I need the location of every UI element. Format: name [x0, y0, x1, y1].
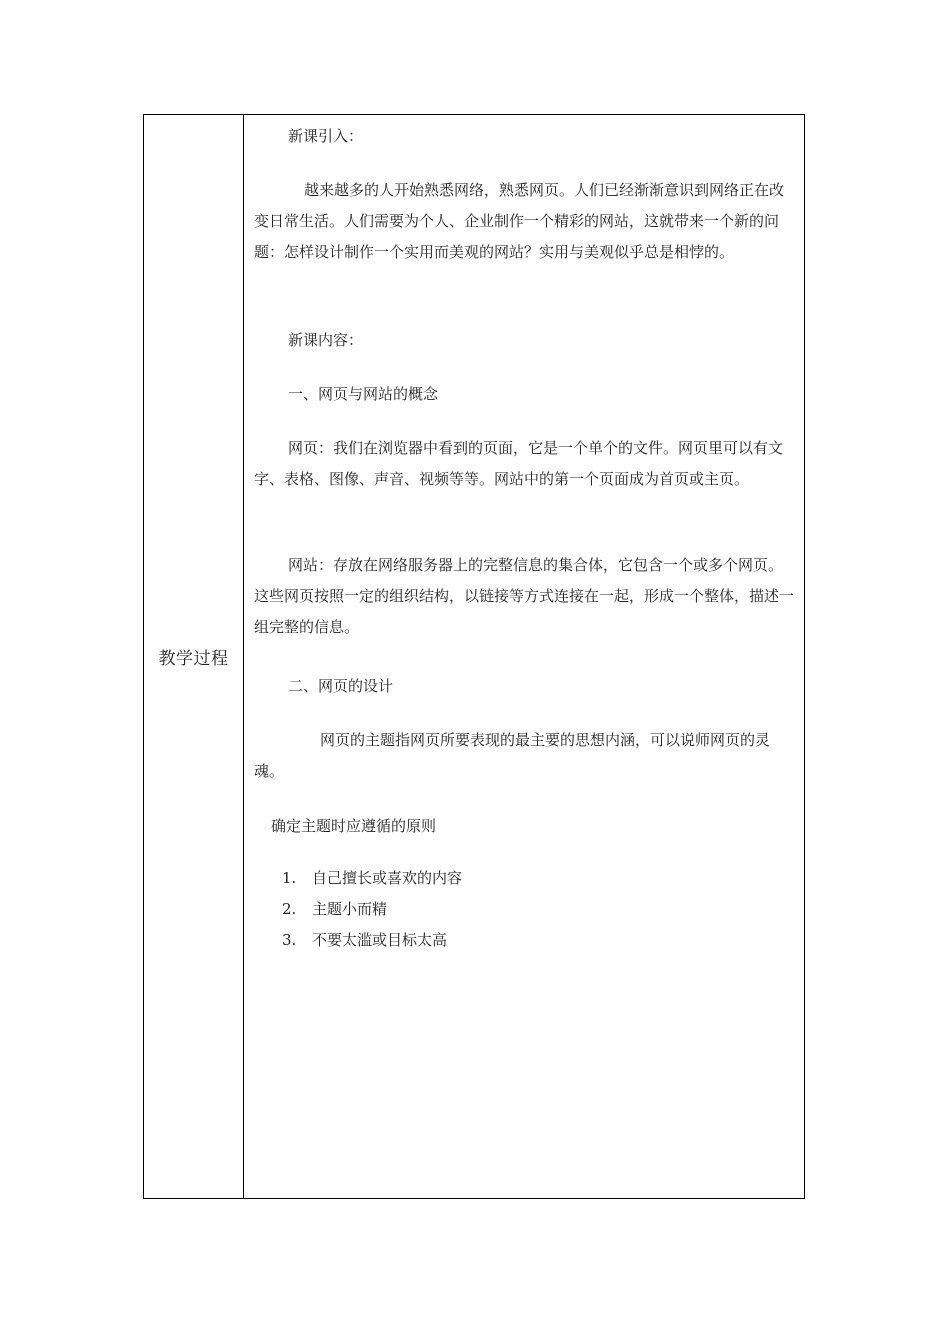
principles-heading: 确定主题时应遵循的原则	[271, 817, 437, 835]
intro-heading: 新课引入：	[288, 127, 364, 145]
label-cell	[144, 115, 244, 1198]
list-number: 2.	[282, 900, 297, 918]
part2-heading: 二、网页的设计	[288, 677, 394, 695]
list-text: 自己擅长或喜欢的内容	[312, 869, 463, 887]
list-item	[282, 863, 462, 894]
list-number: 1.	[282, 869, 297, 887]
list-text: 主题小而精	[312, 900, 388, 918]
row-label: 教学过程	[158, 649, 229, 669]
website-definition: 网站：存放在网络服务器上的完整信息的集合体，它包含一个或多个网页。这些网页按照一定的组织结构，以链接等方式连接在一起，形成一个整体，描述一组完整的信息。	[254, 556, 795, 636]
intro-body: 越来越多的人开始熟悉网络，熟悉网页。人们已经渐渐意识到网络正在改变日常生活。人们需要为个人、企业制作一个精彩的网站，这就带来一个新的问题：怎样设计制作一个实用而美观的网站？实用与美观似乎总是相悖的。	[254, 181, 785, 261]
list-text: 不要太滥或目标太高	[312, 931, 448, 949]
list-number: 3.	[282, 931, 297, 949]
part1-heading: 一、网页与网站的概念	[288, 385, 439, 403]
webpage-definition: 网页：我们在浏览器中看到的页面，它是一个单个的文件。网页里可以有文字、表格、图像、声音、视频等等。网站中的第一个页面成为首页或主页。	[254, 439, 784, 488]
principles-list	[282, 863, 462, 956]
list-item	[282, 894, 462, 925]
list-item	[282, 925, 462, 956]
theme-definition: 网页的主题指网页所要表现的最主要的思想内涵，可以说师网页的灵魂。	[254, 731, 771, 780]
content-heading: 新课内容：	[288, 331, 364, 349]
content-cell	[244, 115, 804, 1198]
lesson-table	[143, 114, 805, 1199]
